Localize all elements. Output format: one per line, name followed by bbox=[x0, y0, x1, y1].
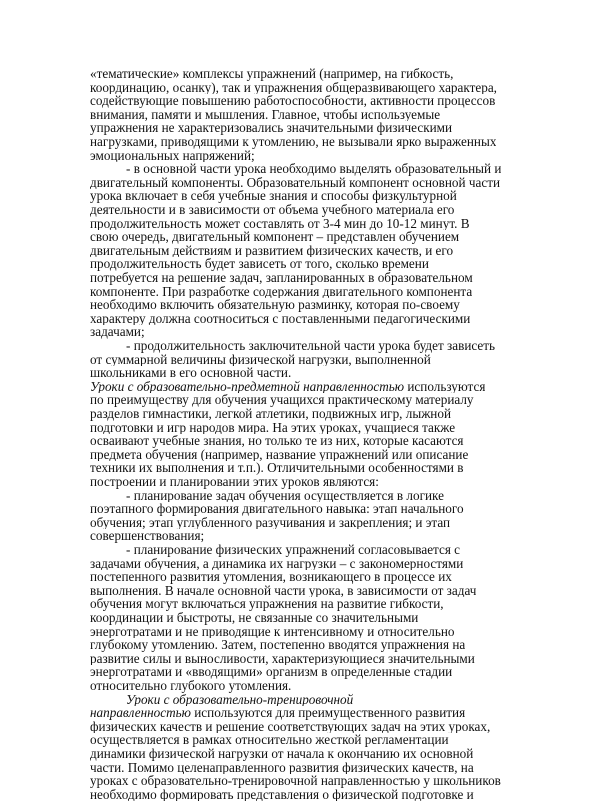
text-line bbox=[90, 203, 454, 217]
text-segment: нагрузками, приводящими к утомлению, не вызывали ярко выраженных bbox=[90, 135, 497, 149]
text-segment: динамики физической нагрузки от начала к окончанию их основной bbox=[90, 747, 474, 761]
text-line bbox=[126, 693, 353, 707]
text-line bbox=[90, 434, 464, 448]
text-line bbox=[126, 162, 501, 176]
text-segment: энерготратами и «вводящими» организм в определенные стадии bbox=[90, 665, 453, 679]
text-segment: характеру должна соотноситься с поставленными педагогическими bbox=[90, 311, 471, 326]
text-segment: подготовки и игр народов мира. На этих уроках, учащиеся также bbox=[90, 420, 456, 435]
text-line bbox=[90, 679, 291, 693]
text-line bbox=[90, 81, 497, 95]
text-segment: «тематические» комплексы упражнений (например, на гибкость, bbox=[90, 67, 454, 81]
text-segment: двигательный компоненты. Образовательный компонент основной части bbox=[90, 175, 501, 190]
text-line bbox=[90, 475, 379, 489]
text-segment: продолжительность будет зависеть от того, сколько времени bbox=[90, 257, 429, 271]
text-line bbox=[90, 108, 440, 122]
text-segment: потребуется на решение задач, запланированных в образовательном bbox=[90, 271, 473, 285]
text-line bbox=[90, 584, 476, 598]
text-line bbox=[90, 665, 452, 679]
text-segment: урока включает в себя учебные знания и способы физкультурной bbox=[90, 189, 457, 203]
text-segment: используются для преимущественного развития bbox=[190, 706, 466, 720]
text-line bbox=[126, 339, 495, 353]
text-line bbox=[90, 720, 490, 734]
text-segment: развитие силы и выносливости, характеризующиеся значительными bbox=[90, 651, 475, 666]
text-line bbox=[90, 189, 457, 203]
text-line bbox=[90, 121, 452, 135]
italic-text: направленностью bbox=[90, 706, 191, 720]
text-segment: координации и быстроты, не связанные со значительными bbox=[90, 611, 419, 625]
text-line bbox=[90, 325, 145, 339]
text-line bbox=[90, 230, 459, 244]
text-line bbox=[90, 285, 472, 299]
text-segment: школьниками в его основной части. bbox=[90, 366, 292, 380]
text-segment: части. Помимо целенаправленного развития физических качеств, на bbox=[90, 760, 474, 775]
text-line bbox=[126, 489, 444, 503]
text-line bbox=[90, 461, 464, 475]
text-segment: задачами обучения, а динамика их нагрузки – с закономерностями bbox=[90, 556, 464, 571]
text-segment: от суммарной величины физической нагрузки, выполненной bbox=[90, 352, 431, 367]
text-line bbox=[90, 67, 453, 81]
text-line bbox=[90, 502, 464, 516]
text-segment: необходимо включить обязательную разминку, которая по-своему bbox=[90, 298, 460, 312]
text-segment: относительно глубокого утомления. bbox=[90, 679, 292, 693]
text-segment: глубокому утомлению. Затем, постепенно вводятся упражнения на bbox=[90, 638, 466, 652]
text-segment: обучения могут включаться упражнения на развитие гибкости, bbox=[90, 597, 444, 611]
text-segment: - продолжительность заключительной части урока будет зависеть bbox=[126, 339, 496, 353]
text-segment: содействующие повышению работоспособности, активности процессов bbox=[90, 94, 496, 108]
text-segment: выполнения. В начале основной части урока, в зависимости от задач bbox=[90, 583, 477, 598]
text-line bbox=[90, 774, 501, 788]
text-segment: деятельности и в зависимости от объема учебного материала его bbox=[90, 203, 455, 217]
text-segment: осуществляется в рамках относительно жесткой регламентации bbox=[90, 733, 449, 747]
text-segment: построении и планировании этих уроков являются: bbox=[90, 475, 379, 489]
text-line bbox=[90, 298, 460, 312]
text-segment: задачами; bbox=[90, 325, 145, 339]
text-segment: обучения; этап углубленного разучивания и закрепления; и этап bbox=[90, 515, 451, 530]
text-segment: физических качеств и решение соответствующих задач на этих уроках, bbox=[90, 719, 491, 734]
text-segment: постепенного развития утомления, возникающего в процессе их bbox=[90, 570, 452, 584]
text-segment: совершенствования; bbox=[90, 529, 205, 543]
text-line bbox=[90, 761, 474, 775]
text-segment: - планирование физических упражнений согласовывается с bbox=[126, 543, 461, 557]
text-line bbox=[90, 516, 450, 530]
text-line bbox=[90, 366, 291, 380]
text-line bbox=[126, 543, 460, 557]
text-segment: необходимо формировать представления о физической подготовке и bbox=[90, 787, 474, 801]
text-line bbox=[90, 747, 473, 761]
text-segment: осваивают учебные знания, но только те из них, которые касаются bbox=[90, 434, 464, 448]
text-line bbox=[90, 257, 429, 271]
italic-text: Уроки с образовательно-предметной направленностью bbox=[90, 379, 405, 394]
text-segment: предмета обучения (например, название упражнений или описание bbox=[90, 447, 469, 462]
text-segment: уроках с образовательно-тренировочной направленностью у школьников bbox=[90, 774, 501, 788]
text-line bbox=[90, 529, 204, 543]
text-segment: двигательным действиям и развитием физических качеств, и его bbox=[90, 243, 454, 258]
text-line bbox=[90, 733, 449, 747]
text-line bbox=[90, 448, 468, 462]
text-line bbox=[90, 570, 452, 584]
text-line bbox=[90, 176, 500, 190]
text-line bbox=[90, 244, 453, 258]
text-segment: поэтапного формирования двигательного навыка: этап начального bbox=[90, 502, 464, 516]
text-segment: свою очередь, двигательный компонент – представлен обучением bbox=[90, 230, 460, 244]
text-segment: разделов гимнастики, легкой атлетики, подвижных игр, лыжной bbox=[90, 407, 452, 421]
text-line bbox=[90, 271, 473, 285]
text-segment: эмоциональных напряжений; bbox=[90, 148, 255, 163]
text-line bbox=[90, 149, 255, 163]
text-line bbox=[90, 625, 454, 639]
text-line bbox=[90, 611, 418, 625]
italic-text: Уроки с образовательно-тренировочной bbox=[126, 692, 354, 707]
text-segment: упражнения не характеризовались значительными физическими bbox=[90, 121, 453, 135]
text-line bbox=[90, 421, 455, 435]
text-segment: техники их выполнения и т.п.). Отличительными особенностями в bbox=[90, 461, 464, 475]
text-segment: - в основной части урока необходимо выделять образовательный и bbox=[126, 162, 502, 176]
text-line bbox=[90, 217, 470, 231]
text-segment: внимания, памяти и мышления. Главное, чтобы используемые bbox=[90, 107, 441, 122]
text-line bbox=[90, 380, 485, 394]
text-segment: по преимуществу для обучения учащихся практическому материалу bbox=[90, 393, 474, 407]
text-segment: компоненте. При разработке содержания двигательного компонента bbox=[90, 284, 473, 299]
text-segment: используются bbox=[404, 379, 486, 394]
text-line bbox=[90, 393, 474, 407]
text-line bbox=[90, 638, 465, 652]
text-line bbox=[90, 353, 431, 367]
text-segment: продолжительность может составлять от 3-4 мин до 10-12 минут. В bbox=[90, 216, 470, 231]
text-segment: координацию, осанку), так и упражнения общеразвивающего характера, bbox=[90, 80, 497, 95]
text-line bbox=[90, 312, 470, 326]
text-line bbox=[90, 652, 475, 666]
text-line bbox=[90, 94, 495, 108]
text-line bbox=[90, 706, 465, 720]
text-segment: - планирование задач обучения осуществляется в логике bbox=[126, 488, 444, 503]
text-line bbox=[90, 597, 444, 611]
text-line bbox=[90, 788, 474, 801]
text-line bbox=[90, 135, 496, 149]
text-line bbox=[90, 557, 463, 571]
text-segment: энерготратами и не приводящие к интенсивному и относительно bbox=[90, 624, 455, 639]
text-line bbox=[90, 407, 451, 421]
